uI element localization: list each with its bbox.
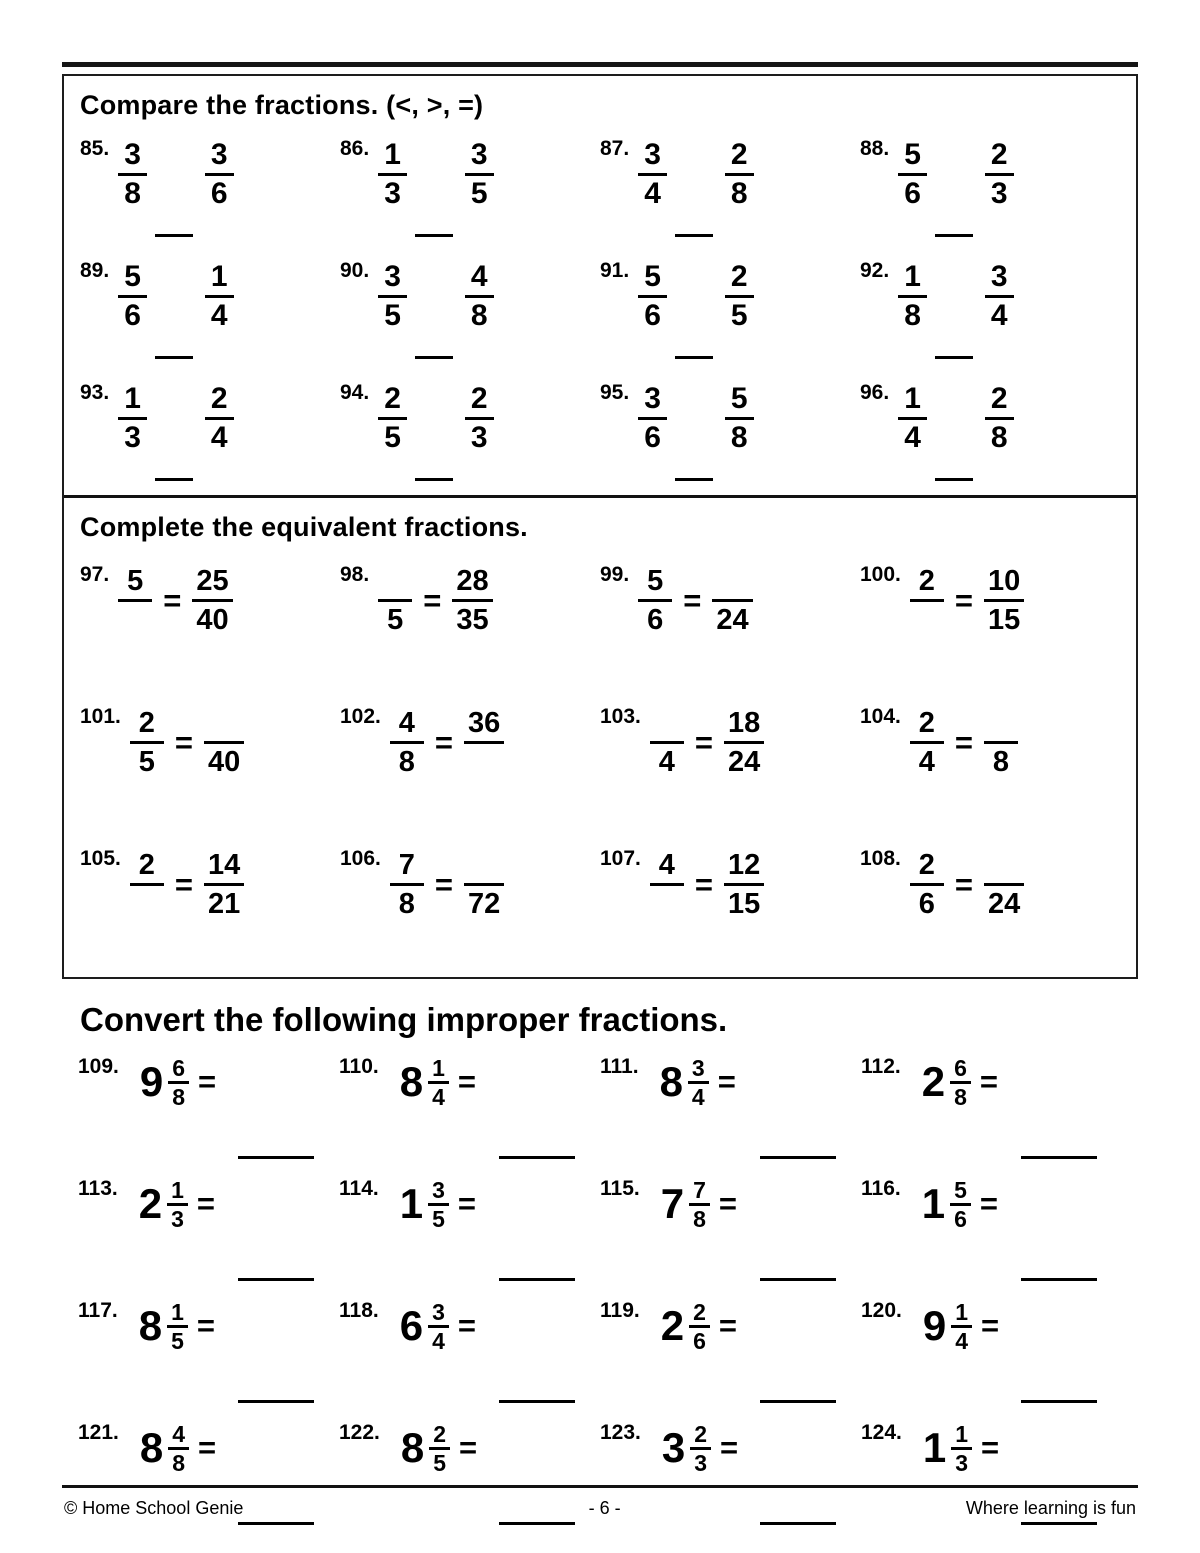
convert-problem [339,1045,600,1167]
answer-blank [1021,1278,1097,1281]
fraction-right: $\frac{2}{5}$ [725,259,754,333]
answer-blank [415,234,453,237]
fraction-left: $\frac{3}{5}$ [378,259,407,333]
compare-problem [860,245,1120,367]
problem-number: 117. [78,1299,118,1322]
convert-grid [62,1045,1138,1533]
equals-sign: = [174,725,193,760]
mixed-number: 7 $\frac{7}{8}$ = [660,1177,737,1232]
footer-rule [62,1485,1138,1488]
equation [650,847,764,922]
problem-number: 91. [600,259,630,282]
fraction-left: $\frac{5}{6}$ [118,259,147,333]
fraction-right: $\frac{28}{35}$ [452,563,492,638]
compare-problem [80,123,340,245]
answer-blank [499,1278,575,1281]
fraction-right: $\frac{10}{15}$ [984,563,1024,638]
problem-number: 87. [600,137,630,160]
fraction: $\frac{1}{3}$ [951,1421,972,1476]
problem-number: 93. [80,381,110,404]
section-convert-title: Convert the following improper fractions. [80,1001,728,1038]
answer-blank [675,478,713,481]
fraction: $\frac{3}{5}$ [428,1177,449,1232]
fraction: $\frac{2}{6}$ [689,1299,710,1354]
footer-copyright: © Home School Genie [64,1498,244,1518]
compare-problem [80,245,340,367]
answer-blank [1021,1156,1097,1159]
problem-number: 95. [600,381,630,404]
equals-sign: = [196,1308,215,1344]
equivalent-problem [340,829,600,971]
equals-sign: = [694,725,713,760]
answer-blank [1021,1522,1097,1525]
equals-sign: = [174,867,193,902]
fraction-left: $\frac{1}{4}$ [898,381,927,455]
mixed-number: 6 $\frac{3}{4}$ = [399,1299,476,1354]
answer-blank [155,234,193,237]
equals-sign: = [981,1308,1000,1344]
fraction-right: $\frac{4}{8}$ [465,259,494,333]
footer-tagline: Where learning is fun [965,1498,1136,1518]
mixed-number: 1 $\frac{1}{3}$ = [922,1421,1000,1476]
fraction-right: 36 [464,705,504,780]
mixed-number: 2 $\frac{2}{6}$ = [660,1299,737,1354]
fraction-left: 2 [130,847,164,922]
equation [910,563,1024,638]
equals-sign: = [196,1186,215,1222]
mixed-number: 1 $\frac{3}{5}$ = [399,1177,476,1232]
equals-sign: = [459,1430,478,1466]
fraction: $\frac{6}{8}$ [168,1055,189,1110]
mixed-number: 2 $\frac{6}{8}$ = [921,1055,998,1110]
equation [118,563,232,638]
fraction-left: $\frac{5}{6}$ [638,259,667,333]
section-compare [64,76,1136,498]
equivalent-problem [860,545,1120,687]
answer-blank [935,234,973,237]
equals-sign: = [979,1186,998,1222]
equivalent-problem [600,545,860,687]
equals-sign: = [954,583,973,618]
section-equivalent [64,498,1136,977]
equation [130,847,244,922]
fraction-right: $\frac{14}{21}$ [204,847,244,922]
problem-number: 112. [861,1055,901,1078]
equation [378,563,492,638]
equals-sign: = [717,1064,736,1100]
fraction-left: $\frac{2}{5}$ [130,705,164,780]
fraction-left: 5 [378,563,412,638]
answer-blank [238,1400,314,1403]
problem-number: 121. [78,1421,119,1444]
fraction-left: $\frac{2}{5}$ [378,381,407,455]
equals-sign: = [720,1430,739,1466]
answer-blank [499,1156,575,1159]
problem-number: 103. [600,705,641,728]
compare-problem [600,123,860,245]
fraction: $\frac{1}{4}$ [951,1299,972,1354]
problem-number: 89. [80,259,110,282]
equivalent-problem [600,829,860,971]
fraction-right: $\frac{2}{8}$ [725,137,754,211]
compare-problem [600,367,860,489]
problem-number: 115. [600,1177,640,1200]
fraction: $\frac{7}{8}$ [689,1177,710,1232]
problem-number: 94. [340,381,370,404]
boxed-sections [62,74,1138,979]
problem-number: 123. [600,1421,641,1444]
fraction: $\frac{2}{3}$ [690,1421,711,1476]
footer-page-number: - 6 - [588,1498,621,1518]
fraction-left: $\frac{2}{6}$ [910,847,944,922]
fraction-right: $\frac{2}{8}$ [985,381,1014,455]
problem-number: 102. [340,705,381,728]
equals-sign: = [979,1064,998,1100]
problem-number: 101. [80,705,121,728]
fraction-left: $\frac{2}{4}$ [910,705,944,780]
fraction-left: 4 [650,705,684,780]
answer-blank [415,356,453,359]
answer-blank [675,234,713,237]
fraction-right: $\frac{3}{6}$ [205,137,234,211]
answer-blank [238,1278,314,1281]
problem-number: 90. [340,259,370,282]
problem-number: 108. [860,847,901,870]
answer-blank [155,478,193,481]
convert-problem [600,1167,861,1289]
fraction: $\frac{3}{4}$ [688,1055,709,1110]
equals-sign: = [457,1308,476,1344]
equivalent-problem [600,687,860,829]
equals-sign: = [457,1186,476,1222]
problem-number: 124. [861,1421,902,1444]
problem-number: 106. [340,847,381,870]
answer-blank [499,1522,575,1525]
answer-blank [415,478,453,481]
fraction-right: $\frac{3}{4}$ [985,259,1014,333]
problem-number: 100. [860,563,901,586]
convert-problem [339,1289,600,1411]
equation [650,705,764,780]
mixed-number: 8 $\frac{2}{5}$ = [400,1421,478,1476]
equals-sign: = [457,1064,476,1100]
equals-sign: = [694,867,713,902]
mixed-number: 1 $\frac{5}{6}$ = [921,1177,998,1232]
equivalent-grid [80,545,1120,971]
equivalent-problem [80,687,340,829]
fraction-right: 72 [464,847,504,922]
equivalent-problem [80,829,340,971]
compare-problem [340,367,600,489]
fraction-right: 24 [984,847,1024,922]
mixed-number: 3 $\frac{2}{3}$ = [661,1421,739,1476]
fraction-right: $\frac{3}{5}$ [465,137,494,211]
equals-sign: = [198,1064,217,1100]
section-equivalent-title: Complete the equivalent fractions. [80,512,528,542]
answer-blank [675,356,713,359]
equation [390,847,504,922]
problem-number: 86. [340,137,370,160]
problem-number: 105. [80,847,121,870]
fraction-right: $\frac{1}{4}$ [205,259,234,333]
compare-grid [80,123,1120,489]
mixed-number: 8 $\frac{1}{5}$ = [138,1299,215,1354]
equation [390,705,504,780]
problem-number: 122. [339,1421,380,1444]
fraction-left: $\frac{3}{4}$ [638,137,667,211]
equals-sign: = [434,725,453,760]
equation [638,563,752,638]
problem-number: 98. [340,563,370,586]
problem-number: 99. [600,563,630,586]
convert-problem [861,1167,1122,1289]
problem-number: 92. [860,259,890,282]
equals-sign: = [954,867,973,902]
problem-number: 119. [600,1299,640,1322]
fraction-left: $\frac{7}{8}$ [390,847,424,922]
mixed-number: 9 $\frac{6}{8}$ = [139,1055,217,1110]
equals-sign: = [423,583,442,618]
compare-problem [340,245,600,367]
mixed-number: 8 $\frac{4}{8}$ = [139,1421,217,1476]
convert-problem [78,1045,339,1167]
compare-problem [340,123,600,245]
answer-blank [935,478,973,481]
fraction-right: 8 [984,705,1018,780]
fraction-right: $\frac{18}{24}$ [724,705,764,780]
fraction-left: $\frac{3}{6}$ [638,381,667,455]
problem-number: 88. [860,137,890,160]
convert-problem [78,1167,339,1289]
equals-sign: = [954,725,973,760]
fraction-left: $\frac{1}{8}$ [898,259,927,333]
equation [130,705,244,780]
answer-blank [155,356,193,359]
convert-problem [861,1289,1122,1411]
answer-blank [760,1156,836,1159]
problem-number: 109. [78,1055,119,1078]
fraction-right: $\frac{2}{3}$ [465,381,494,455]
problem-number: 107. [600,847,641,870]
problem-number: 104. [860,705,901,728]
fraction: $\frac{5}{6}$ [950,1177,971,1232]
fraction-left: $\frac{1}{3}$ [378,137,407,211]
problem-number: 85. [80,137,110,160]
fraction-right: $\frac{2}{4}$ [205,381,234,455]
convert-problem [600,1045,861,1167]
convert-problem [339,1167,600,1289]
equals-sign: = [434,867,453,902]
answer-blank [238,1522,314,1525]
problem-number: 120. [861,1299,902,1322]
mixed-number: 2 $\frac{1}{3}$ = [138,1177,215,1232]
mixed-number: 8 $\frac{3}{4}$ = [659,1055,736,1110]
fraction: $\frac{1}{3}$ [167,1177,188,1232]
compare-problem [600,245,860,367]
compare-problem [860,367,1120,489]
answer-blank [760,1400,836,1403]
fraction: $\frac{6}{8}$ [950,1055,971,1110]
equals-sign: = [981,1430,1000,1466]
fraction-left: $\frac{3}{8}$ [118,137,147,211]
fraction-right: 40 [204,705,244,780]
fraction: $\frac{1}{5}$ [167,1299,188,1354]
equals-sign: = [163,583,182,618]
fraction-left: $\frac{4}{8}$ [390,705,424,780]
fraction-left: 5 [118,563,152,638]
answer-blank [935,356,973,359]
problem-number: 96. [860,381,890,404]
fraction-right: $\frac{2}{3}$ [985,137,1014,211]
problem-number: 116. [861,1177,901,1200]
page-footer [62,1485,1138,1519]
problem-number: 114. [339,1177,379,1200]
fraction: $\frac{3}{4}$ [428,1299,449,1354]
convert-problem [600,1289,861,1411]
equals-sign: = [718,1186,737,1222]
problem-number: 118. [339,1299,379,1322]
top-rule [62,62,1138,67]
equation [910,847,1024,922]
fraction-left: $\frac{1}{3}$ [118,381,147,455]
fraction-left: 2 [910,563,944,638]
mixed-number: 8 $\frac{1}{4}$ = [399,1055,476,1110]
mixed-number: 9 $\frac{1}{4}$ = [922,1299,1000,1354]
equals-sign: = [718,1308,737,1344]
convert-problem [78,1289,339,1411]
fraction-left: $\frac{5}{6}$ [898,137,927,211]
equals-sign: = [683,583,702,618]
fraction-left: $\frac{5}{6}$ [638,563,672,638]
fraction-right: $\frac{5}{8}$ [725,381,754,455]
answer-blank [760,1522,836,1525]
equivalent-problem [340,687,600,829]
equals-sign: = [198,1430,217,1466]
fraction-right: $\frac{25}{40}$ [192,563,232,638]
problem-number: 97. [80,563,110,586]
problem-number: 110. [339,1055,379,1078]
equivalent-problem [860,687,1120,829]
convert-problem [861,1045,1122,1167]
fraction-right: $\frac{12}{15}$ [724,847,764,922]
answer-blank [499,1400,575,1403]
fraction-left: 4 [650,847,684,922]
section-compare-title: Compare the fractions. (<, >, =) [80,90,484,120]
problem-number: 113. [78,1177,118,1200]
fraction: $\frac{2}{5}$ [429,1421,450,1476]
equivalent-problem [80,545,340,687]
fraction: $\frac{1}{4}$ [428,1055,449,1110]
fraction: $\frac{4}{8}$ [168,1421,189,1476]
compare-problem [80,367,340,489]
equivalent-problem [860,829,1120,971]
section-convert [62,1001,1138,1533]
answer-blank [1021,1400,1097,1403]
compare-problem [860,123,1120,245]
equivalent-problem [340,545,600,687]
problem-number: 111. [600,1055,639,1078]
answer-blank [238,1156,314,1159]
answer-blank [760,1278,836,1281]
equation [910,705,1018,780]
fraction-right: 24 [712,563,752,638]
